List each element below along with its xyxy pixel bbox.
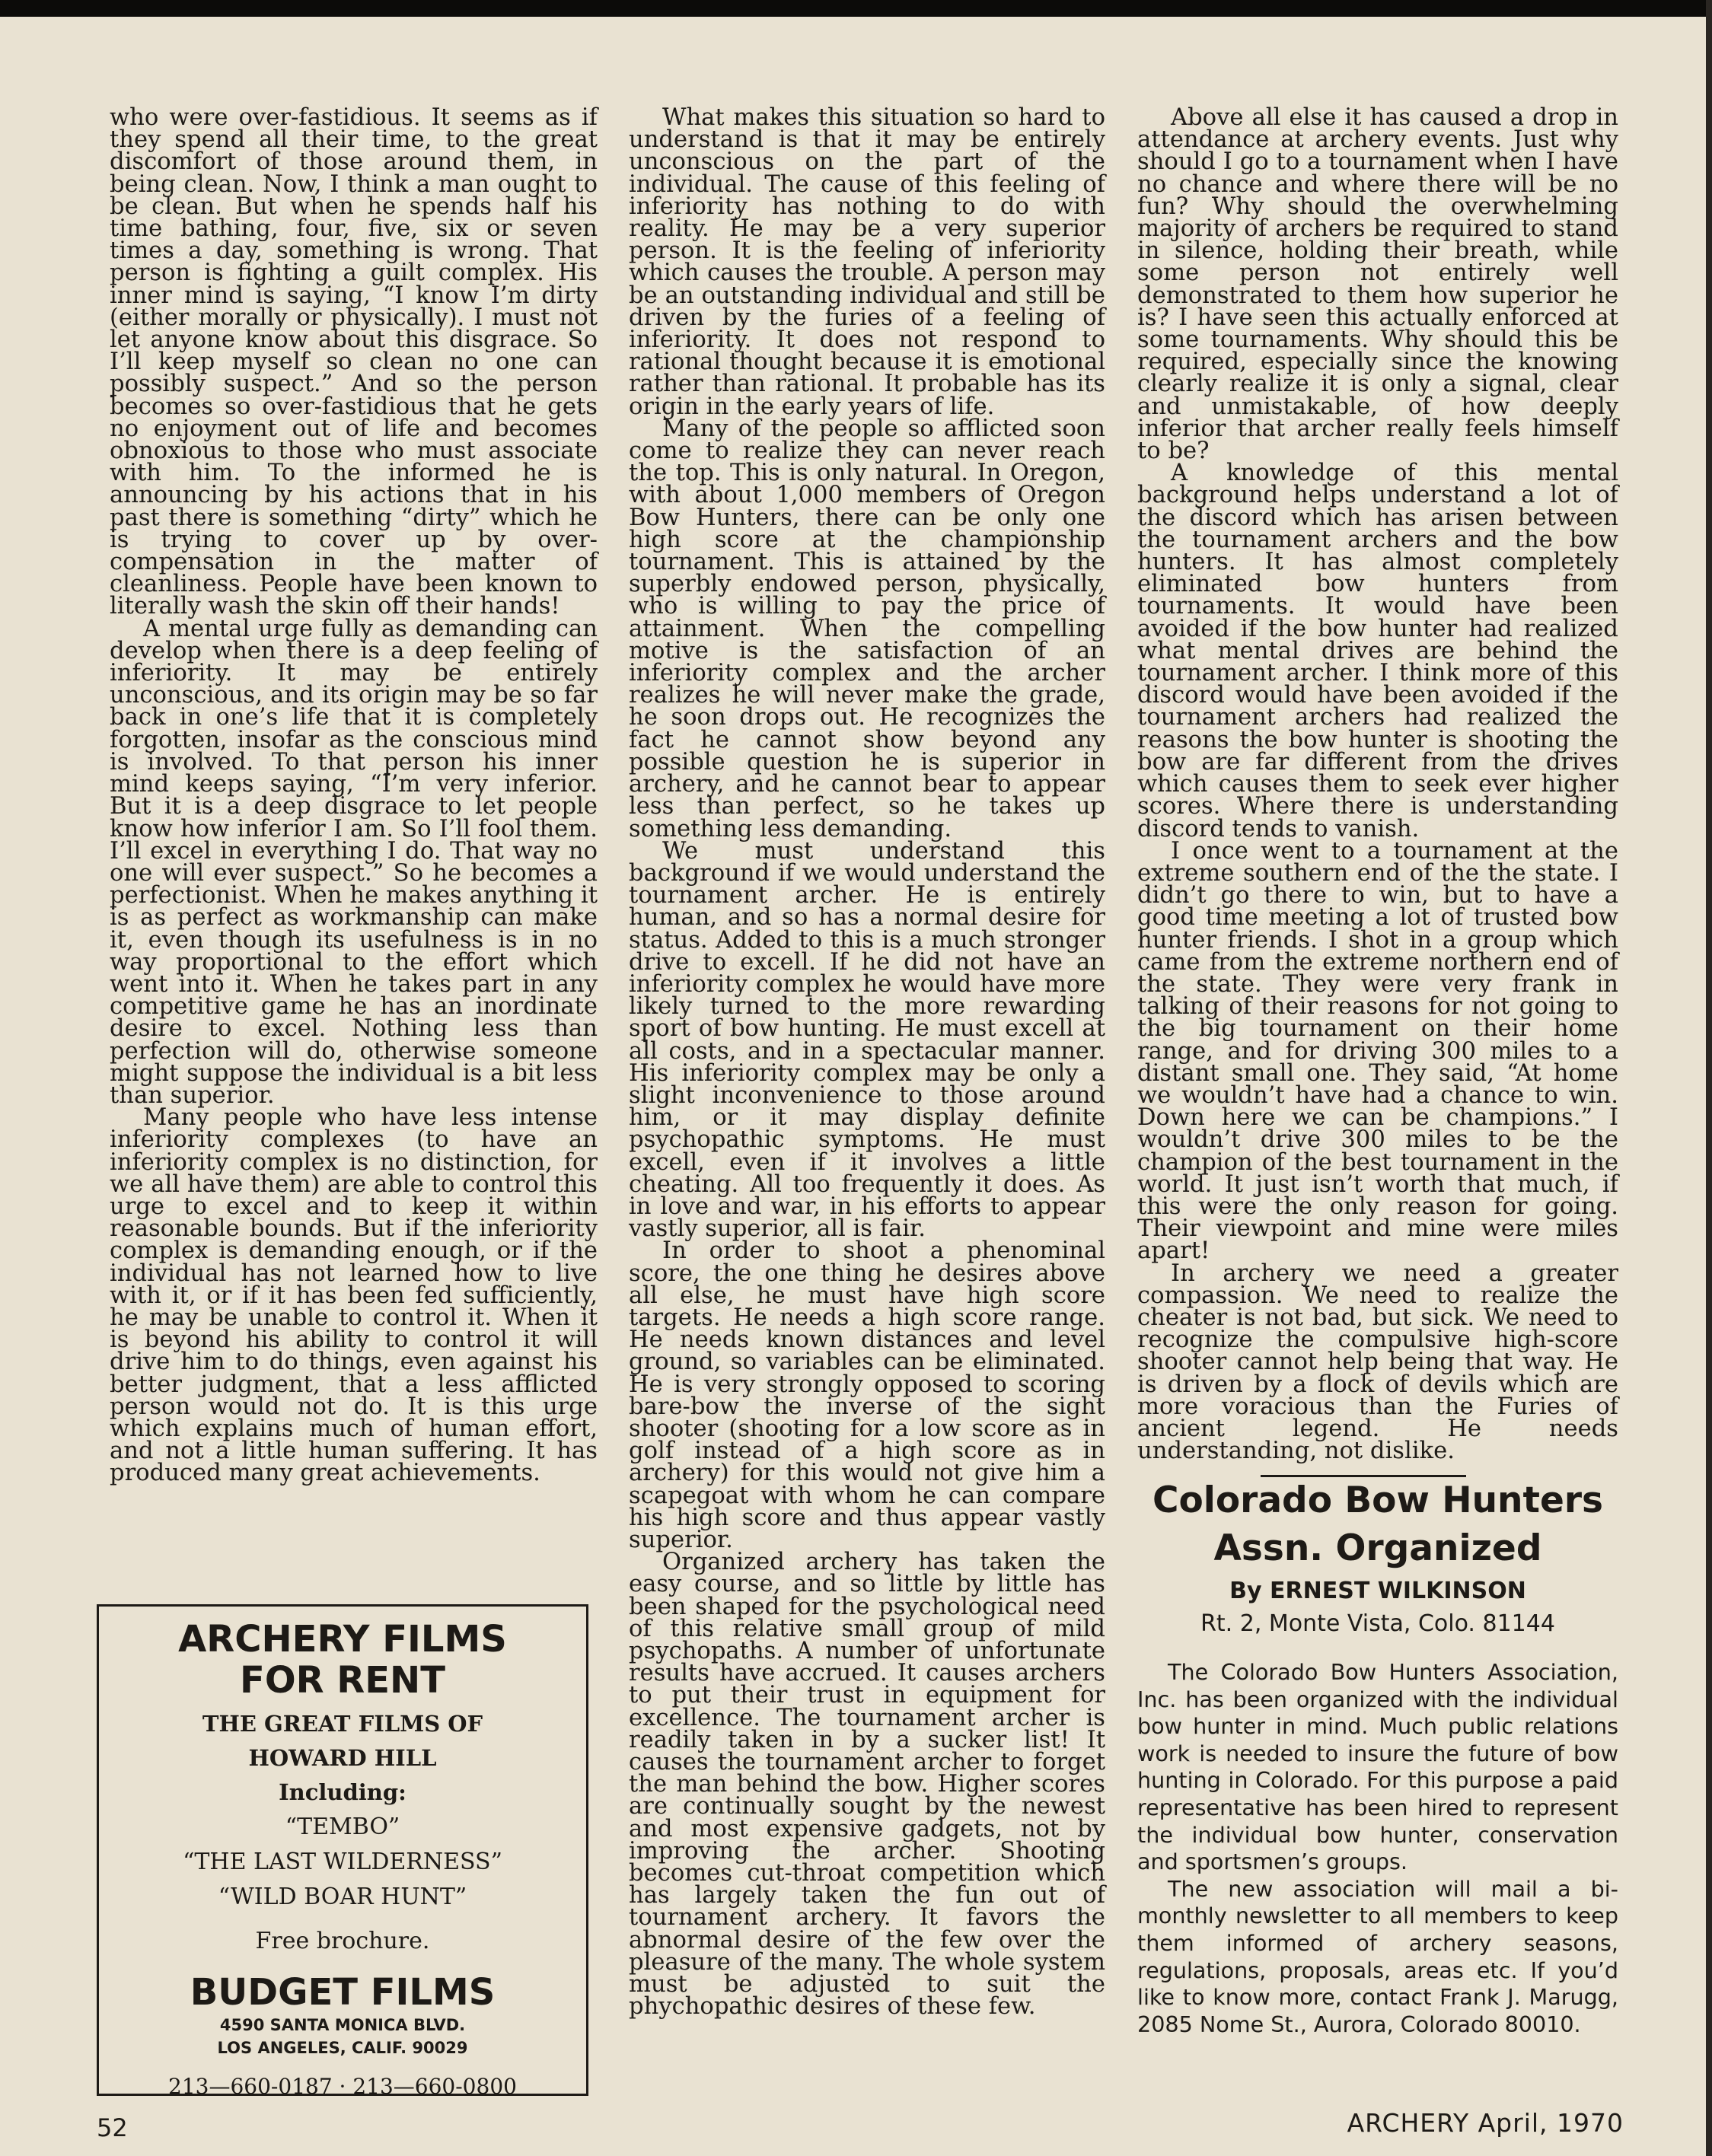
text-column-3 [1137, 104, 1618, 1465]
page-number: 52 [97, 2113, 128, 2142]
paragraph: In order to shoot a phenominal score, the one thing he desires above all else, he must have high score targets. He needs a high score range. He needs known distances and level ground, so variables can be eliminated. He is very strongly opposed to scoring bare-bow the inverse of the sight shooter (shooting for a low score as in golf instead of a high score as in archery) for this would not give him a scapegoat with whom he can compare his high score and thus appear vastly superior. [629, 1237, 1105, 1553]
paragraph: I once went to a tournament at the extreme southern end of the the state. I didn’t go there to win, but to have a good time meeting a lot of trusted bow hunter friends. I shot in a group which came from the extreme northern end of the state. They were very frank in talking of their reasons for not going to the big tournament on their home range, and for driving 300 miles to a distant small one. They said, “At home we wouldn’t have had a chance to win. Down here we can be champions.” I wouldn’t drive 300 miles to be the champion of the best tournament in the world. It just isn’t worth that much, if this were the only reason for going. Their viewpoint and mine were miles apart! [1137, 837, 1618, 1265]
archery-films-advertisement [97, 1604, 588, 2099]
text-column-1 [110, 104, 598, 1487]
article-title: Colorado Bow Hunters Assn. Organized [1152, 1479, 1604, 1569]
ad-subtitle-name: HOWARD HILL [248, 1745, 437, 1771]
publication-footer: ARCHERY April, 1970 [1347, 2108, 1624, 2138]
paragraph: We must understand this background if we would understand the tournament archer. He is entirely human, and so has a normal desire for status. Added to this is a much stronger drive to excell. If he did not have an inferiority complex he would have more likely turned to the more rewarding sport of bow hunting. He must excell at all costs, and in a spectacular manner. His inferiority complex may be only a slight inconvenience to those around him, or it may display definite psychopathic symptoms. He must excell, even if it involves a little cheating. All too frequently it does. As in love and war, in his efforts to appear vastly superior, all is fair. [629, 837, 1105, 1243]
paragraph: The Colorado Bow Hunters Association, Inc. has been organized with the individual bow hunter in mind. Much public relations work is needed to insure the future of bow hunting in Colorado. For this purpose a paid representative has been hired to represent the individual bow hunter, conservation and sportsmen’s groups. [1137, 1659, 1618, 1875]
ad-title: ARCHERY FILMS FOR RENT [178, 1618, 507, 1702]
ad-address-line: LOS ANGELES, CALIF. 90029 [217, 2039, 468, 2057]
paragraph: Organized archery has taken the easy course, and so little by little has been shaped for the psychological need of this relative small group of mild psychopaths. A number of unfortunate results have accrued. It causes archers to put their trust in equipment for excellence. The tournament archer is readily taken in by a sucker list! It causes the tournament archer to forget the man behind the bow. Higher scores are continually sought by the newest and most expensive gadgets, not by improving the archer. Shooting becomes cut-throat competition which has largely taken the fun out of tournament archery. It favors the abnormal desire of the few over the pleasure of the many. The whole system must be adjusted to suit the phychopathic desires of these few. [629, 1549, 1105, 2021]
paragraph: A knowledge of this mental background helps understand a lot of the discord which has arisen between the tournament archers and the bow hunters. It has almost completely eliminated bow hunters from tournaments. It would have been avoided if the bow hunter had realized what mental drives are behind the tournament archer. I think more of this discord would have been avoided if the tournament archers had realized the reasons the bow hunter is shooting the bow are far different from the drives which causes them to seek ever higher scores. Where there is understanding discord tends to vanish. [1137, 460, 1618, 842]
ad-address-line: 4590 SANTA MONICA BLVD. [219, 2016, 466, 2034]
article-byline: By ERNEST WILKINSON [1229, 1578, 1526, 1604]
ad-subtitle: THE GREAT FILMS OF [202, 1711, 483, 1737]
paragraph: A mental urge fully as demanding can develop when there is a deep feeling of inferiority. It may be entirely unconscious, and its origin may be so far back in one’s life that it is completely forgotten, insofar as the conscious mind is involved. To that person his inner mind keeps saying, “I’m very inferior. But it is a deep disgrace to let people know how inferior I am. So I’ll fool them. I’ll excel in everything I do. That way no one will ever suspect.” So he becomes a perfectionist. When he makes anything it is as perfect as workmanship can make it, even though its usefulness is in no way proportional to the effort which went into it. When he takes part in any competitive game he has an inordinate desire to excel. Nothing less than perfection will do, otherwise someone might suppose the individual is a bit less than superior. [110, 615, 598, 1109]
ad-company-name: BUDGET FILMS [190, 1971, 496, 2014]
article-body [1137, 1659, 1618, 2038]
paragraph: In archery we need a greater compassion. We need to realize the cheater is not bad, but sick. We need to recognize the compulsive high-score shooter cannot help being that way. He is driven by a flock of devils which are more voracious than the Furies of ancient legend. He needs understanding, not dislike. [1137, 1260, 1618, 1465]
paragraph: Above all else it has caused a drop in attendance at archery events. Just why should I go to a tournament when I have no chance and where there will be no fun? Why should the overwhelming majority of archers be required to stand in silence, holding their breath, while some person not entirely well demonstrated to them how superior he is? I have seen this actually enforced at some tournaments. Why should this be required, especially since the knowing clearly realize it is only a signal, clear and unmistakable, of how deeply inferior that archer really feels himself to be? [1137, 104, 1618, 465]
text-column-2 [629, 104, 1105, 2021]
article-author-address: Rt. 2, Monte Vista, Colo. 81144 [1200, 1610, 1555, 1637]
paragraph: who were over-fastidious. It seems as if they spend all their time, to the great discomfort of those around them, in being clean. Now, I think a man ought to be clean. But when he spends half his time bathing, four, five, six or seven times a day, something is wrong. That person is fighting a guilt complex. His inner mind is saying, “I know I’m dirty (either morally or physically). I must not let anyone know about this disgrace. So I’ll keep myself so clean no one can possibly suspect.” And so the person becomes so over-fastidious that he gets no enjoyment out of life and becomes obnoxious to those who must associate with him. To the informed he is announcing by his actions that in his past there is something “dirty” which he is trying to cover up by over-compensation in the matter of cleanliness. People have been known to literally wash the skin off their hands! [110, 104, 598, 620]
ad-film-title: “WILD BOAR HUNT” [218, 1884, 467, 1910]
ad-brochure: Free brochure. [255, 1928, 430, 1954]
article-header [1137, 1476, 1618, 1639]
scan-top-edge [0, 0, 1712, 17]
paragraph: The new association will mail a bi-monthly newsletter to all members to keep them informed of archery seasons, regulations, proposals, areas etc. If you’d like to know more, contact Frank J. Marugg, 2085 Nome St., Aurora, Colorado 80010. [1137, 1875, 1618, 2037]
paragraph: Many of the people so afflicted soon come to realize they can never reach the top. This is only natural. In Oregon, with about 1,000 members of Oregon Bow Hunters, there can be only one high score at the championship tournament. This is attained by the superbly endowed person, physically, who is willing to pay the price of attainment. When the compelling motive is the satisfaction of an inferiority complex and the archer realizes he will never make the grade, he soon drops out. He recognizes the fact he cannot show beyond any possible question he is superior in archery, and he cannot bear to appear less than perfect, so he takes up something less demanding. [629, 415, 1105, 842]
ad-film-title: “TEMBO” [285, 1814, 400, 1840]
ad-including: Including: [279, 1779, 406, 1805]
scan-right-edge [1706, 0, 1712, 2156]
paragraph: Many people who have less intense inferiority complexes (to have an inferiority complex is no distinction, for we all have them) are able to control this urge to excel and to keep it within reasonable bounds. But if the inferiority complex is demanding enough, or if the individual has not learned how to live with it, or if it has been fed sufficiently, he may be unable to control it. When it is beyond his ability to control it will drive him to do things, even against his better judgment, that a less afflicted person would not do. It is this urge which explains much of human effort, and not a little human suffering. It has produced many great achievements. [110, 1104, 598, 1487]
ad-film-title: “THE LAST WILDERNESS” [183, 1849, 502, 1875]
ad-phone-numbers: 213—660-0187 · 213—660-0800 [168, 2074, 517, 2099]
paragraph: What makes this situation so hard to understand is that it may be entirely unconscious on the part of the individual. The cause of this feeling of inferiority has nothing to do with reality. He may be a very superior person. It is the feeling of inferiority which causes the trouble. A person may be an outstanding individual and still be driven by the furies of a feeling of inferiority. It does not respond to rational thought because it is emotional rather than rational. It probable has its origin in the early years of life. [629, 104, 1105, 420]
